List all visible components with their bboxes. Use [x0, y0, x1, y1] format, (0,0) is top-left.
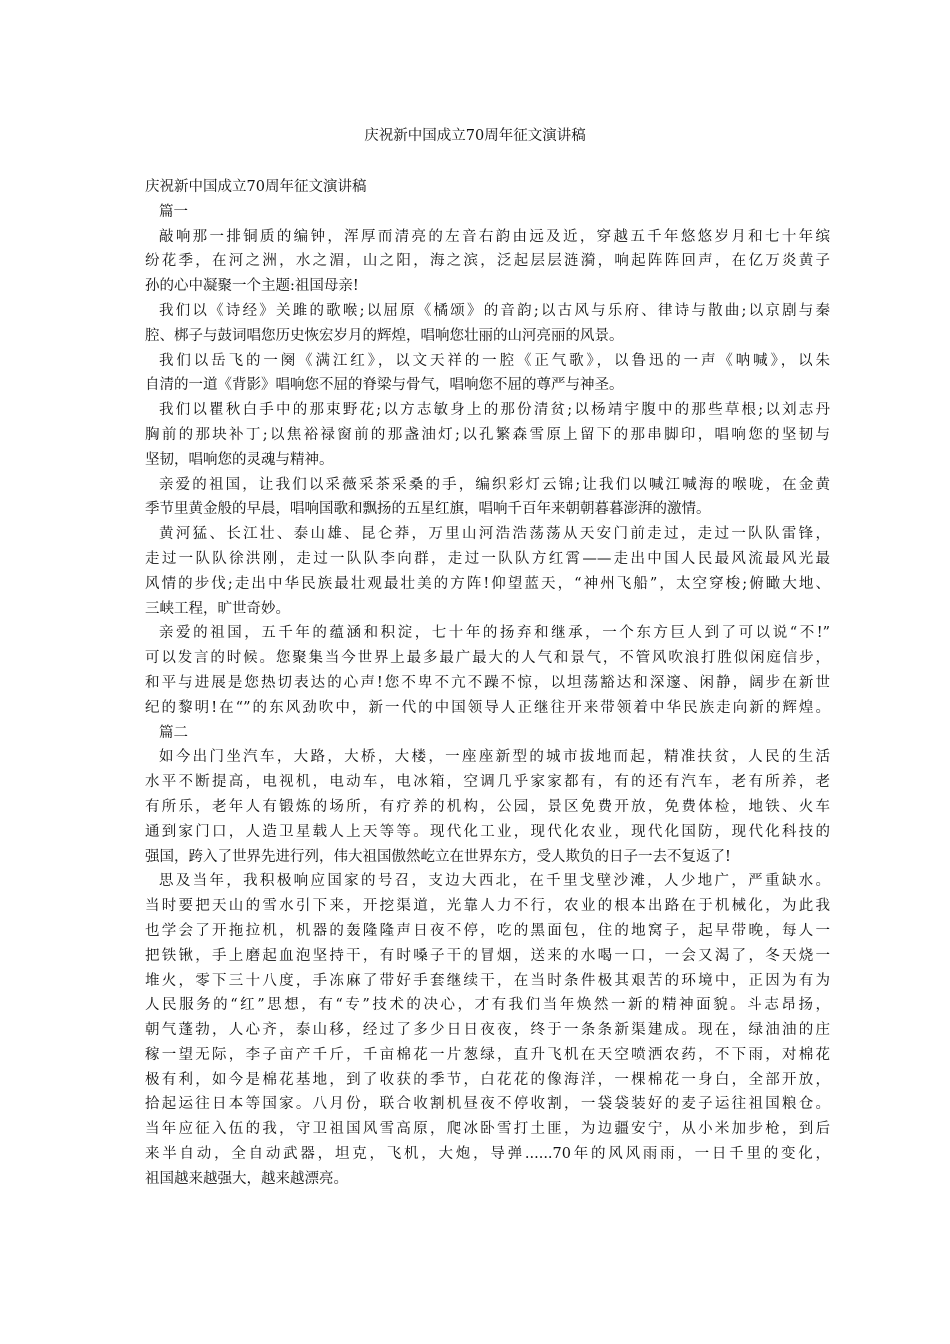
text-line: 稼一望无际，李子亩产千斤，千亩棉花一片葱绿，直升飞机在天空喷洒农药，不下雨，对棉花	[145, 1046, 830, 1063]
text-line: 水平不断提高，电视机，电动车，电冰箱，空调几乎家家都有，有的还有汽车，老有所养，老	[145, 774, 830, 791]
text-line: 如今出门坐汽车，大路，大桥，大楼，一座座新型的城市拔地而起，精准扶贫，人民的生活	[159, 749, 830, 766]
text-line: 朝气蓬勃，人心齐，泰山移，经过了多少日日夜夜，终于一条条新渠建成。现在，绿油油的庄	[145, 1022, 830, 1039]
text-line: 走过一队队徐洪刚，走过一队队李向群，走过一队队方红霄——走出中国人民最风流最风光最	[145, 550, 830, 567]
text-line: 季节里黄金般的早晨，唱响国歌和飘扬的五星红旗，唱响千百年来朝朝暮暮澎湃的激情。	[145, 501, 711, 518]
text-line: 可以发言的时候。您聚集当今世界上最多最广最大的人气和景气，不管风吹浪打胜似闲庭信步，	[145, 650, 830, 667]
text-line: 拾起运往日本等国家。八月份，联合收割机昼夜不停收割，一袋袋装好的麦子运往祖国粮仓。	[145, 1096, 830, 1113]
text-line: 把铁锹，手上磨起血泡坚持干，有时嗓子干的冒烟，送来的水喝一口，一会又渴了，冬天烧一	[145, 947, 830, 964]
text-line: 胸前的那块补丁;以焦裕禄窗前的那盏油灯;以孔繁森雪原上留下的那串脚印，唱响您的坚韧与	[145, 426, 830, 443]
text-line: 当时要把天山的雪水引下来，开挖渠道，光靠人力不行，农业的根本出路在于机械化，为此我	[145, 898, 830, 915]
text-line: 通到家门口，人造卫星载人上天等等。现代化工业，现代化农业，现代化国防，现代化科技的	[145, 823, 830, 840]
text-line: 坚韧，唱响您的灵魂与精神。	[145, 451, 334, 468]
text-line: 堆火，零下三十八度，手冻麻了带好手套继续干，在当时条件极其艰苦的环境中，正因为有为	[145, 972, 830, 989]
text-line: 纪的黎明!在“”的东风劲吹中，新一代的中国领导人正继往开来带领着中华民族走向新的辉煌。	[145, 699, 830, 716]
text-line: 我们以岳飞的一阕《满江红》，以文天祥的一腔《正气歌》，以鲁迅的一声《呐喊》，以朱	[159, 352, 830, 369]
text-line: 敲响那一排铜质的编钟，浑厚而清亮的左音右韵由远及近，穿越五千年悠悠岁月和七十年缤	[159, 228, 830, 245]
text-line: 篇一	[159, 203, 188, 220]
text-line: 强国，跨入了世界先进行列，伟大祖国傲然屹立在世界东方，受人欺负的日子一去不复返了!	[145, 848, 731, 865]
text-line: 篇二	[159, 724, 188, 741]
text-line: 亲爱的祖国，五千年的蕴涵和积淀，七十年的扬弃和继承，一个东方巨人到了可以说“不!”	[159, 625, 830, 642]
text-line: 有所乐，老年人有锻炼的场所，有疗养的机构，公园，景区免费开放，免费体检，地铁、火车	[145, 798, 830, 815]
text-line: 纷花季，在河之洲，水之湄，山之阳，海之滨，泛起层层涟漪，响起阵阵回声，在亿万炎黄子	[145, 253, 830, 270]
text-line: 风情的步伐;走出中华民族最壮观最壮美的方阵!仰望蓝天，“神州飞船”，太空穿梭;俯瞰大地、	[145, 575, 830, 592]
text-line: 孙的心中凝聚一个主题:祖国母亲!	[145, 278, 359, 295]
text-line: 三峡工程，旷世奇妙。	[145, 600, 290, 617]
text-line: 庆祝新中国成立70周年征文演讲稿	[145, 179, 367, 195]
text-line: 和平与进展是您热切表达的心声!您不卑不亢不躁不惊，以坦荡豁达和深邃、闲静，阔步在新世	[145, 674, 830, 691]
text-line: 我们以《诗经》关雎的歌喉;以屈原《橘颂》的音韵;以古风与乐府、律诗与散曲;以京剧与秦	[159, 302, 830, 319]
page-title: 庆祝新中国成立70周年征文演讲稿	[364, 128, 586, 144]
document-body	[145, 175, 830, 1192]
text-line: 祖国越来越强大，越来越漂亮。	[145, 1170, 348, 1187]
text-line: 自清的一道《背影》唱响您不屈的脊梁与骨气，唱响您不屈的尊严与神圣。	[145, 377, 624, 394]
text-line: 来半自动，全自动武器，坦克，飞机，大炮，导弹......70年的风风雨雨，一日千里的变化，	[145, 1146, 830, 1163]
text-line: 人民服务的“红”思想，有“专”技术的决心，才有我们当年焕然一新的精神面貌。斗志昂扬，	[145, 997, 830, 1014]
text-line: 亲爱的祖国，让我们以采薇采茶采桑的手，编织彩灯云锦;让我们以喊江喊海的喉咙，在金黄	[159, 476, 830, 493]
text-line: 极有利，如今是棉花基地，到了收获的季节，白花花的像海洋，一棵棉花一身白，全部开放，	[145, 1071, 830, 1088]
text-line: 当年应征入伍的我，守卫祖国风雪高原，爬冰卧雪打土匪，为边疆安宁，从小米加步枪，到后	[145, 1121, 830, 1138]
text-line: 黄河猛、长江壮、泰山雄、昆仑莽，万里山河浩浩荡荡从天安门前走过，走过一队队雷锋，	[159, 526, 830, 543]
text-line: 腔、梆子与鼓词唱您历史恢宏岁月的辉煌，唱响您壮丽的山河亮丽的风景。	[145, 327, 624, 344]
text-line: 思及当年，我积极响应国家的号召，支边大西北，在千里戈壁沙滩，人少地广，严重缺水。	[159, 873, 830, 890]
text-line: 我们以瞿秋白手中的那束野花;以方志敏身上的那份清贫;以杨靖宇腹中的那些草根;以刘志丹	[159, 402, 830, 419]
text-line: 也学会了开拖拉机，机器的轰隆隆声日夜不停，吃的黑面包，住的地窝子，起早带晚，每人一	[145, 922, 830, 939]
